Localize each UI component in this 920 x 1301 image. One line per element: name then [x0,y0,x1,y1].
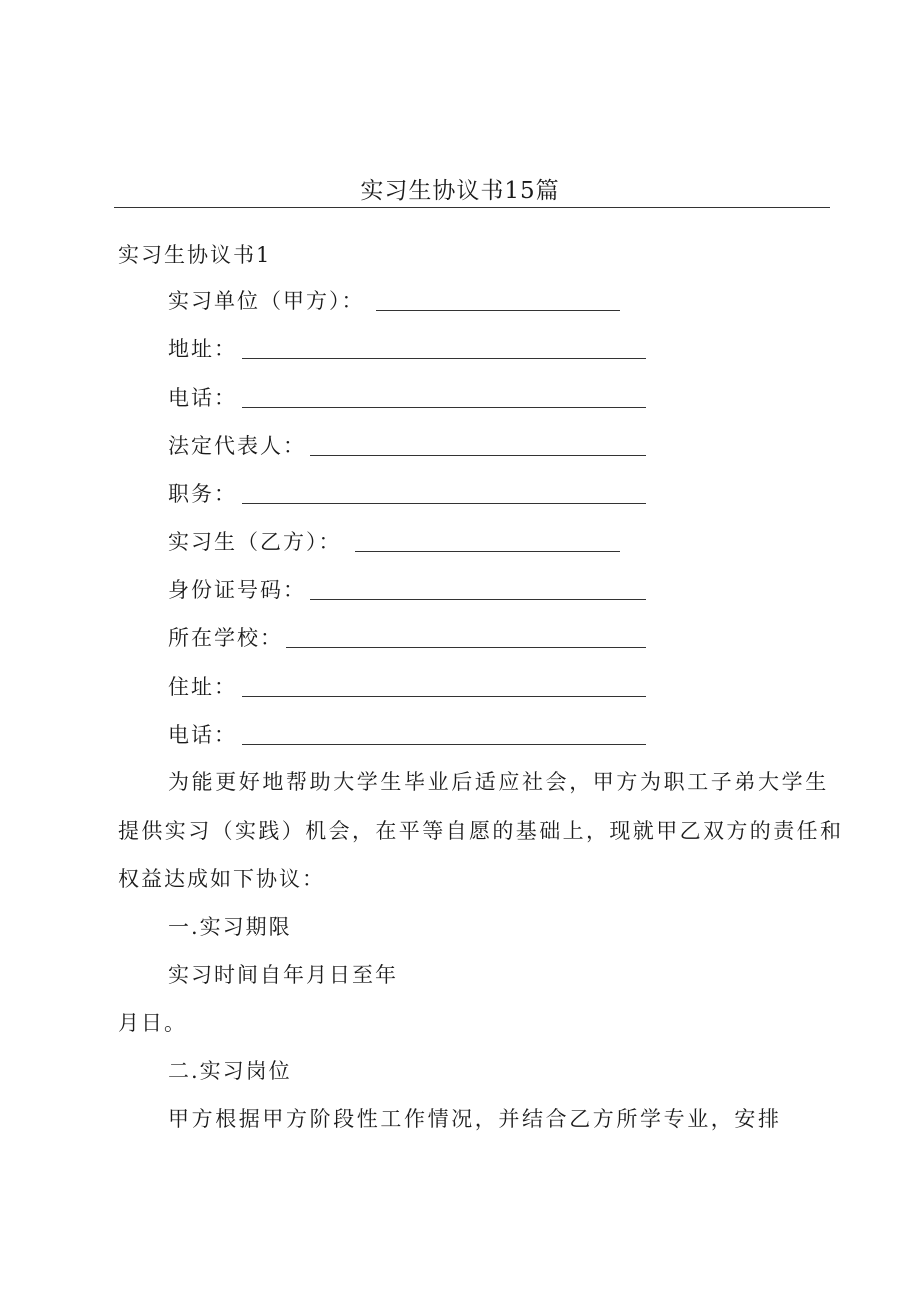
intro-line-3: 权益达成如下协议： [118,867,325,891]
intro-line-2: 提供实习（实践）机会，在平等自愿的基础上，现就甲乙双方的责任和 [118,819,844,843]
intro-line-1: 为能更好地帮助大学生毕业后适应社会，甲方为职工子弟大学生 [168,770,829,794]
field-blank-id-number[interactable] [310,599,646,600]
field-label-address: 地址： [168,337,237,361]
field-label-residence: 住址： [168,675,237,699]
field-label-phone: 电话： [168,386,237,410]
field-blank-legal-rep[interactable] [310,455,646,456]
section-heading: 实习生协议书1 [118,243,272,267]
clause1-heading: 一.实习期限 [168,915,292,939]
field-blank-intern[interactable] [355,551,620,552]
field-label-employer: 实习单位（甲方）： [168,289,365,313]
field-label-intern: 实习生（乙方）： [168,530,342,554]
clause1-line-1: 实习时间自年月日至年 [168,963,398,987]
field-label-position: 职务： [168,482,237,506]
clause2-line-1: 甲方根据甲方阶段性工作情况，并结合乙方所学专业，安排 [168,1107,782,1131]
field-blank-residence[interactable] [242,696,646,697]
field-blank-address[interactable] [242,358,646,359]
field-blank-phone-2[interactable] [242,744,646,745]
field-blank-school[interactable] [286,647,646,648]
field-label-phone-2: 电话： [168,723,237,747]
field-label-legal-rep: 法定代表人： [168,434,306,458]
clause2-heading: 二.实习岗位 [168,1059,292,1083]
clause1-line-2: 月日。 [118,1011,187,1035]
field-label-school: 所在学校： [168,626,283,650]
field-blank-phone[interactable] [242,407,646,408]
document-title: 实习生协议书15篇 [360,178,560,204]
field-blank-employer[interactable] [376,310,620,311]
field-label-id-number: 身份证号码： [168,578,306,602]
field-blank-position[interactable] [242,503,646,504]
title-underline [114,207,830,208]
